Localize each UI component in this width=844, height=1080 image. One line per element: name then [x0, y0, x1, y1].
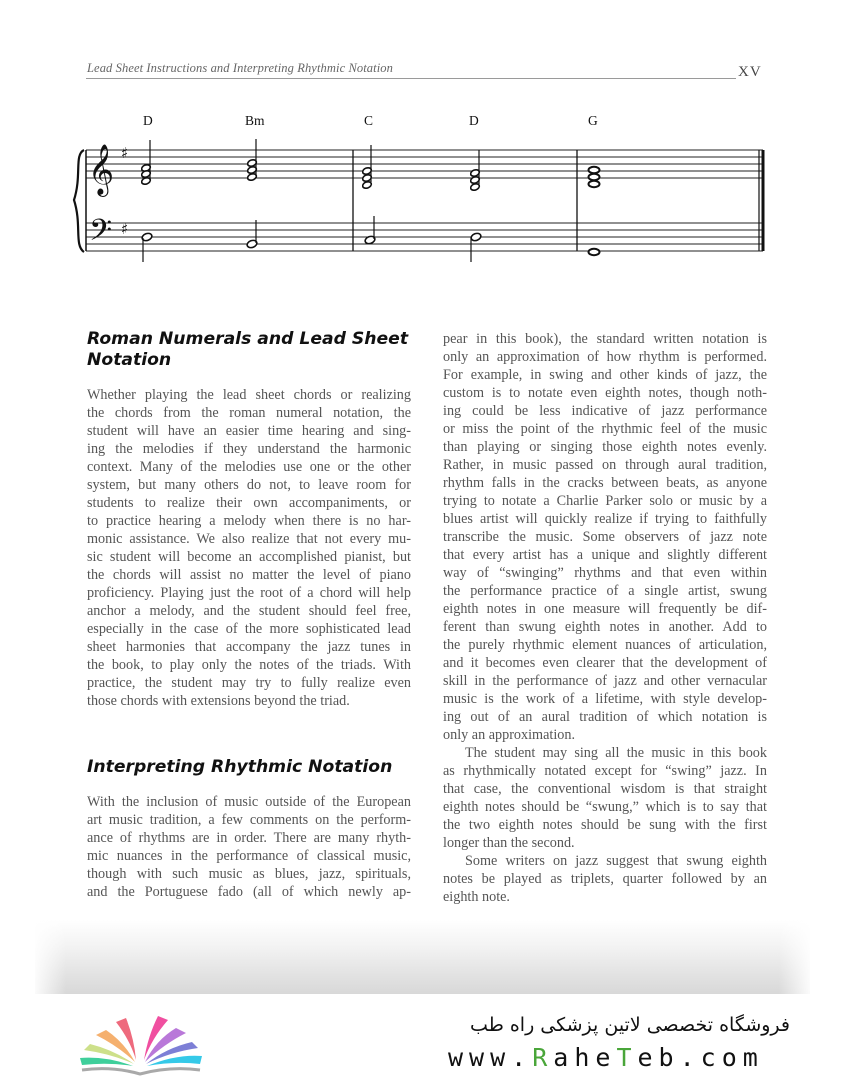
url-accent: R [532, 1043, 554, 1072]
section-heading: Interpreting Rhythmic Notation [87, 757, 393, 777]
text-line: the chords will assist no matter the level of piano [87, 567, 411, 583]
text-line: For example, in swing and other kinds of jazz, the [443, 367, 767, 383]
text-line: though with such music as blues, jazz, spirituals, [87, 866, 411, 882]
text-line: context. Many of the melodies use one or the other [87, 459, 411, 475]
chord-symbol: G [588, 113, 598, 128]
text-line: the two eighth notes should be sung with the first [443, 817, 767, 833]
store-url[interactable] [448, 1043, 764, 1072]
music-score [0, 0, 844, 300]
chord-symbol: C [364, 113, 374, 128]
url-part: eb.com [637, 1043, 764, 1072]
chord-notes [589, 167, 600, 255]
text-line: the book, to play only the notes of the triads. With [87, 657, 411, 673]
text-line: students to realize their own accompaniments, or [87, 495, 411, 511]
url-part: ahe [553, 1043, 617, 1072]
paragraph [443, 330, 767, 744]
text-line: Whether playing the lead sheet chords or realizing [87, 387, 411, 403]
sharp-icon: ♯ [121, 220, 129, 238]
text-line: eighth notes in one measure will frequently be dif- [443, 601, 767, 617]
text-line: ing the melodies if they understand the harmonic [87, 441, 411, 457]
section-body-rhythmic-right [443, 330, 767, 906]
text-line: proficiency. Playing just the root of a chord will help [87, 585, 411, 601]
chord-symbol: D [143, 113, 153, 128]
text-line: the performance practice of a single artist, swung [443, 583, 767, 599]
text-line: rhythm falls in the cracks between beats, as anyone [443, 475, 767, 491]
text-line: skill in the performance of jazz and other vernacular [443, 673, 767, 689]
text-line: to practice hearing a melody when there is no har- [87, 513, 411, 529]
sharp-icon: ♯ [121, 144, 129, 162]
text-line: system, but many others do not, to leave room for [87, 477, 411, 493]
text-line: monic assistance. We also realize that not every mu- [87, 531, 411, 547]
text-line: ing out of an aural tradition of which notation is [443, 709, 767, 725]
treble-clef-icon: 𝄞 [88, 144, 115, 195]
text-line: or miss the point of the rhythmic feel of the music [443, 421, 767, 437]
text-line: Rather, in music passed on through aural tradition, [443, 457, 767, 473]
section-heading [87, 329, 417, 371]
text-line: The student may sing all the music in this book [465, 745, 767, 761]
text-line: the chords from the roman numeral notation, the [87, 405, 411, 421]
page-number: XV [738, 64, 762, 80]
bass-clef-icon: 𝄢 [89, 214, 113, 255]
text-line: blues artist will quickly realize if trying to faithfully [443, 511, 767, 527]
text-line: mic nuances in the performance of classical music, [87, 848, 411, 864]
text-line: and it becomes even clearer that the development of [443, 655, 767, 671]
text-line: those chords with extensions beyond the triad. [87, 693, 350, 709]
text-line: trying to notate a Charlie Parker solo or music by a [443, 493, 767, 509]
text-line: only an approximation. [443, 727, 575, 743]
chord-symbol: Bm [245, 113, 265, 128]
text-line: notes be played as triplets, quarter followed by an [443, 871, 767, 887]
running-title: Lead Sheet Instructions and Interpreting Rhythmic Notation [87, 61, 393, 75]
store-name-persian: فروشگاه تخصصی لاتین پزشکی راه طب [470, 1014, 790, 1036]
url-accent: T [616, 1043, 638, 1072]
text-line: sic student will become an accomplished pianist, but [87, 549, 411, 565]
text-line: only an approximation of how rhythm is performed. [443, 349, 767, 365]
heading-line: Notation [87, 350, 172, 370]
text-line: ance of rhythms are in order. There are many rhyth- [87, 830, 411, 846]
text-line: longer than the second. [443, 835, 575, 851]
text-line: ing could be less indicative of jazz performance [443, 403, 767, 419]
text-line: eighth note. [443, 889, 510, 905]
text-line: With the inclusion of music outside of the European [87, 794, 411, 810]
section-body-roman-numerals [87, 386, 411, 710]
text-line: especially in the case of the more sophisticated lead [87, 621, 411, 637]
text-line: that every artist has a unique and slightly different [443, 547, 767, 563]
text-line: that case, the conventional wisdom is that straight [443, 781, 767, 797]
treble-staff [86, 150, 763, 178]
text-line: music is the work of a lifetime, with style develop- [443, 691, 767, 707]
text-line: ferent than swung eighth notes in another. Add to [443, 619, 767, 635]
text-line: student will have an easier time hearing and sing- [87, 423, 411, 439]
text-line: the purely rhythmic element nuances of articulation, [443, 637, 767, 653]
chord-symbol: D [469, 113, 479, 128]
paragraph [443, 852, 767, 906]
bass-staff [86, 223, 763, 251]
text-line: and the Portuguese fado (all of which newly ap- [87, 884, 411, 900]
heading-line: Roman Numerals and Lead Sheet [87, 329, 409, 349]
page-shadow [35, 920, 810, 994]
text-line: anchor a melody, and the student should feel free, [87, 603, 411, 619]
text-line: eighth notes should be “swung,” which is to say that [443, 799, 767, 815]
url-part: www. [448, 1043, 533, 1072]
text-line: sheet harmonies that accompany the jazz tunes in [87, 639, 411, 655]
grand-staff-brace-icon [74, 150, 84, 252]
paragraph [443, 744, 767, 852]
text-line: transcribe the music. Some observers of jazz note [443, 529, 767, 545]
text-line: as rhythmically notated except for “swing” jazz. In [443, 763, 767, 779]
text-line: pear in this book), the standard written notation is [443, 331, 767, 347]
text-line: way of “swinging” rhythms and that even within [443, 565, 767, 581]
text-line: custom is to notate even eighth notes, though noth- [443, 385, 767, 401]
text-line: practice, the student may try to fully realize even [87, 675, 411, 691]
section-body-rhythmic-left [87, 793, 411, 901]
text-line: than playing or singing those eighth notes evenly. [443, 439, 767, 455]
open-book-rainbow-icon [78, 1010, 204, 1076]
text-line: art music tradition, a few comments on the perform- [87, 812, 411, 828]
text-line: Some writers on jazz suggest that swung eighth [465, 853, 767, 869]
